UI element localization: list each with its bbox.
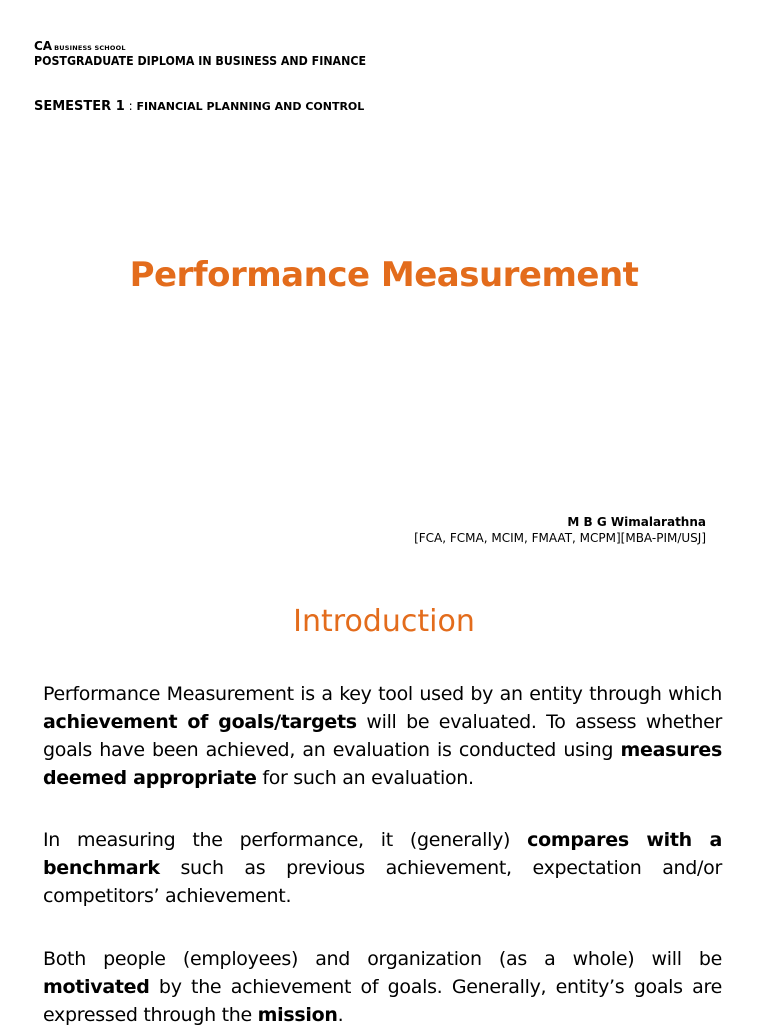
author-credentials: [FCA, FCMA, MCIM, FMAAT, MCPM][MBA-PIM/USJ]: [414, 531, 706, 545]
p3-text-2: by the achievement of goals. Generally, entity’s goals are expressed through the: [43, 976, 722, 1026]
header: [34, 40, 395, 68]
introduction-heading: Introduction: [293, 604, 475, 639]
p1-text-1: Performance Measurement is a key tool used by an entity through which: [43, 683, 722, 705]
school-name: [34, 40, 395, 54]
p2-text-1: In measuring the performance, it (generally): [43, 829, 528, 851]
semester-separator: :: [124, 99, 137, 113]
semester-label: SEMESTER 1: [34, 99, 125, 114]
intro-paragraph-1: [43, 680, 722, 792]
p3-text-3: .: [337, 1004, 344, 1026]
school-name-small: BUSINESS SCHOOL: [54, 44, 126, 52]
course-name: FINANCIAL PLANNING AND CONTROL: [136, 100, 365, 113]
p2-text-2: such as previous achievement, expectation and/or competitors’ achievement.: [43, 857, 722, 907]
p1-text-2: will be evaluated. To assess whether goals have been achieved, an evaluation is conducted using: [43, 711, 722, 761]
p3-text-1: Both people (employees) and organization (as a whole) will be: [43, 948, 722, 970]
author-block: [414, 514, 706, 546]
school-name-main: CA: [34, 39, 53, 53]
page-title: Performance Measurement: [129, 255, 639, 295]
intro-paragraph-3: [43, 945, 722, 1029]
semester-line: [34, 95, 364, 114]
p2-bold-1: compares with a benchmark: [43, 829, 722, 879]
author-name: M B G Wimalarathna: [567, 515, 706, 529]
p1-bold-2: measures deemed appropriate: [43, 739, 722, 789]
intro-paragraph-2: [43, 826, 722, 910]
diploma-title: POSTGRADUATE DIPLOMA IN BUSINESS AND FINANCE: [34, 54, 366, 68]
p3-bold-2: mission: [257, 1004, 338, 1026]
p1-bold-1: achievement of goals/targets: [43, 711, 357, 733]
p3-bold-1: motivated: [43, 976, 150, 998]
p1-text-3: for such an evaluation.: [256, 767, 474, 789]
